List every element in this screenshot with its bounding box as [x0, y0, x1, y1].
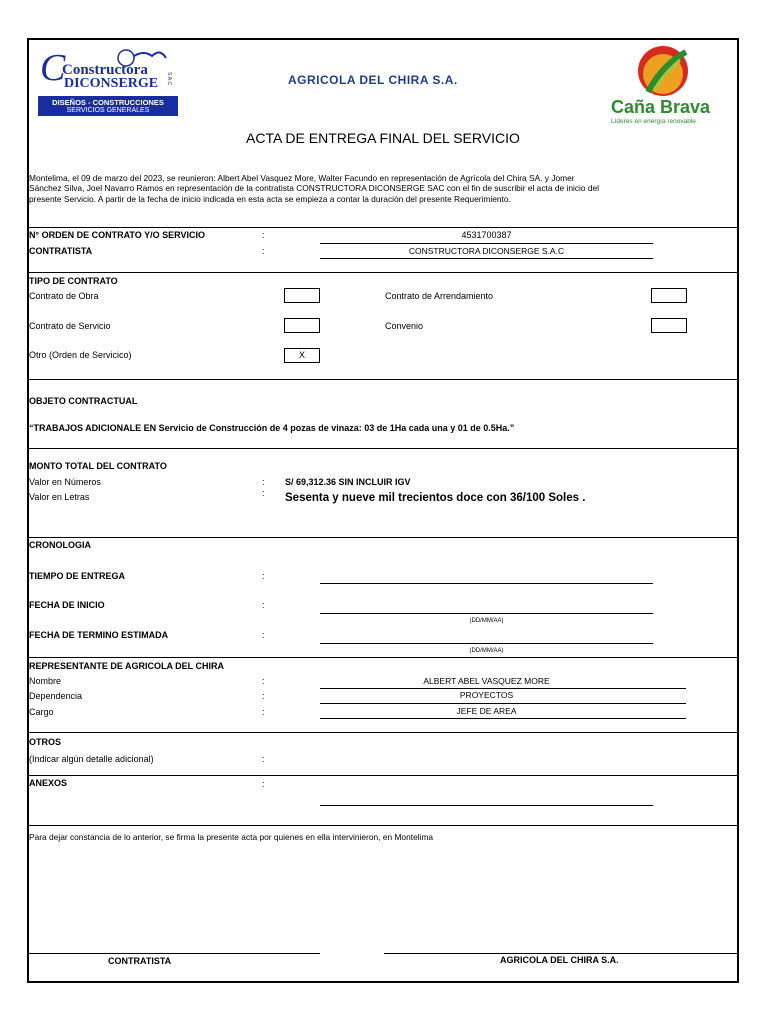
tipo-otro-checkbox[interactable]: X — [284, 348, 320, 363]
monto-num-value: S/ 69,312.36 SIN INCLUIR IGV — [285, 477, 411, 487]
colon: : — [262, 477, 265, 487]
diconserge-logo — [38, 48, 178, 118]
nombre-label: Nombre — [29, 676, 62, 686]
logo-tagline2: SERVICIOS GENERALES — [66, 107, 150, 114]
colon: : — [262, 571, 265, 581]
anexos-underline — [320, 805, 653, 806]
termino-underline — [320, 643, 653, 644]
logo-line1: Constructora — [62, 62, 148, 78]
divider — [27, 448, 739, 449]
signature-label-agricola: AGRICOLA DEL CHIRA S.A. — [500, 955, 619, 965]
colon: : — [262, 488, 265, 498]
cargo-underline — [320, 718, 686, 719]
monto-letras-value: Sesenta y nueve mil trecientos doce con 36/100 Soles . — [285, 492, 586, 504]
monto-num-label: Valor en Números — [29, 477, 101, 487]
logo-tagline1: DISEÑOS - CONSTRUCCIONES — [52, 98, 164, 107]
dependencia-underline — [320, 703, 686, 704]
divider — [27, 732, 739, 733]
tipo-obra-label: Contrato de Obra — [29, 291, 99, 301]
cargo-value: JEFE DE AREA — [456, 706, 517, 716]
divider — [27, 775, 739, 776]
cana-brava-emblem — [608, 44, 728, 96]
signature-line-contratista — [29, 953, 320, 954]
tipo-arrendamiento-label: Contrato de Arrendamiento — [385, 291, 494, 301]
objeto-text: “TRABAJOS ADICIONALE EN Servicio de Construcción de 4 pozas de vinaza: 03 de 1Ha cada una y 01 de 0.5Ha.” — [29, 423, 515, 433]
entrega-label: TIEMPO DE ENTREGA — [29, 571, 126, 581]
nombre-underline — [320, 688, 686, 689]
inicio-underline — [320, 613, 653, 614]
colon: : — [262, 630, 265, 640]
monto-heading: MONTO TOTAL DEL CONTRATO — [29, 461, 167, 471]
representante-heading: REPRESENTANTE DE AGRICOLA DEL CHIRA — [29, 661, 225, 671]
cana-brava-logo — [608, 44, 728, 128]
order-value: 4531700387 — [461, 230, 512, 240]
inicio-label: FECHA DE INICIO — [29, 600, 105, 610]
intro-line3: presente Servicio. A partir de la fecha de inicio indicada en esta acta se empieza a contar la duración del presente Requerimiento. — [29, 194, 511, 204]
divider — [27, 657, 739, 658]
brand-tagline: Líderes en energía renovable — [611, 118, 696, 125]
logo-line2: DICONSERGE — [64, 76, 159, 91]
colon: : — [262, 779, 265, 789]
company-name: AGRICOLA DEL CHIRA S.A. — [288, 73, 458, 87]
colon: : — [262, 754, 265, 764]
contractor-label: CONTRATISTA — [29, 246, 93, 256]
tipo-heading: TIPO DE CONTRATO — [29, 276, 118, 286]
termino-date-hint: (DD/MM/AA) — [469, 648, 504, 654]
divider — [27, 825, 739, 826]
contractor-underline — [320, 258, 653, 259]
dependencia-label: Dependencia — [29, 691, 83, 701]
order-underline — [320, 243, 653, 244]
tipo-arrendamiento-checkbox[interactable] — [651, 288, 687, 303]
order-label: N° ORDEN DE CONTRATO Y/O SERVICIO — [29, 230, 205, 240]
nombre-value: ALBERT ABEL VASQUEZ MORE — [423, 676, 550, 686]
intro-line2: Sánchez Silva, Joel Navarro Ramos en representación de la contratista CONSTRUCTORA DICONSERGE SAC con el fin de suscribir el acta de inicio del — [29, 183, 600, 193]
dependencia-value: PROYECTOS — [459, 690, 514, 700]
colon: : — [262, 676, 265, 686]
tipo-servicio-checkbox[interactable] — [284, 318, 320, 333]
colon: : — [262, 707, 265, 717]
tipo-servicio-label: Contrato de Servicio — [29, 321, 111, 331]
tipo-convenio-checkbox[interactable] — [651, 318, 687, 333]
cronologia-heading: CRONOLOGIA — [29, 540, 91, 550]
divider — [27, 537, 739, 538]
colon: : — [262, 600, 265, 610]
tipo-obra-checkbox[interactable] — [284, 288, 320, 303]
closing-text: Para dejar constancia de lo anterior, se firma la presente acta por quienes en ella intervinieron, en Montelima — [29, 832, 434, 842]
anexos-heading: ANEXOS — [29, 778, 68, 788]
colon: : — [262, 230, 265, 240]
document-title: ACTA DE ENTREGA FINAL DEL SERVICIO — [246, 130, 520, 146]
tipo-otro-label: Otro (Orden de Servicico) — [29, 350, 132, 360]
entrega-underline — [320, 583, 653, 584]
svg-text:C: C — [40, 48, 66, 89]
colon: : — [262, 246, 265, 256]
inicio-date-hint: (DD/MM/AA) — [469, 618, 504, 624]
brand-name: Caña Brava — [611, 97, 711, 117]
objeto-heading: OBJETO CONTRACTUAL — [29, 396, 138, 406]
signature-label-contratista: CONTRATISTA — [108, 956, 172, 966]
intro-line1: Montelima, el 09 de marzo del 2023, se reunieron: Albert Abel Vasquez More, Walter Facundo en representación de Agrícola del Chira SA. y Jomer — [29, 173, 575, 183]
divider — [27, 272, 739, 273]
colon: : — [262, 691, 265, 701]
signature-line-agricola — [384, 953, 737, 954]
contractor-value: CONSTRUCTORA DICONSERGE S.A.C — [408, 246, 565, 256]
logo-suffix: S.A.C — [166, 72, 172, 86]
divider — [27, 227, 739, 228]
divider — [27, 379, 739, 380]
monto-letras-label: Valor en Letras — [29, 492, 90, 502]
otros-heading: OTROS — [29, 737, 62, 747]
otros-hint: (Indicar algún detalle adicional) — [29, 754, 154, 764]
cargo-label: Cargo — [29, 707, 54, 717]
termino-label: FECHA DE TERMINO ESTIMADA — [29, 630, 169, 640]
tipo-convenio-label: Convenio — [385, 321, 424, 331]
